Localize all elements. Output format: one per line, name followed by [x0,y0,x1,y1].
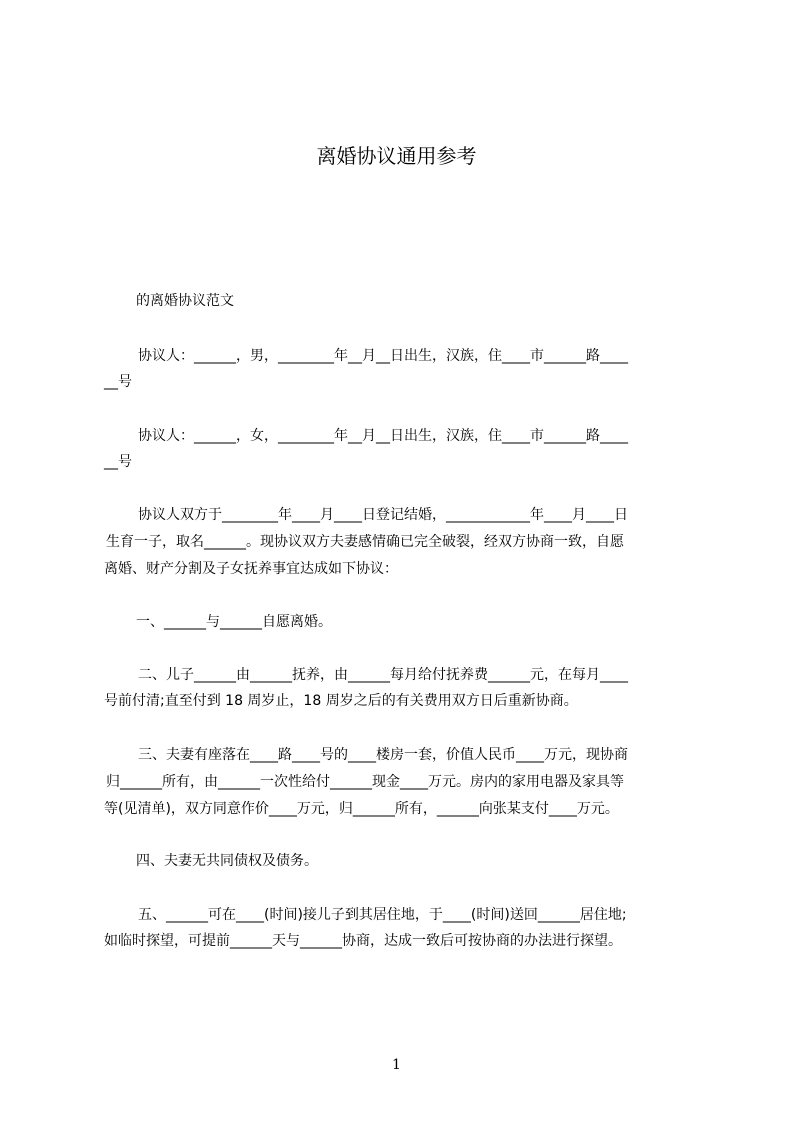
party-1-line-2: __号 [104,374,132,390]
clause-1: 一、______与______自愿离婚。 [136,614,332,630]
clause-3-line-2: 归______所有，由______一次性给付______现金____万元。房内的家用电器及家具等 [106,774,624,790]
document-title: 离婚协议通用参考 [316,144,477,168]
clause-5-line-1: 五、______可在____(时间)接儿子到其居住地，于____(时间)送回______居住地; [138,907,627,923]
marriage-line-1: 协议人双方于________年____月____日登记结婚，____________年____月____日 [138,507,628,523]
marriage-line-2: 生育一子，取名______。现协议双方夫妻感情确已完全破裂，经双方协商一致，自愿 [106,534,624,550]
party-2-line-2: __号 [104,454,132,470]
clause-5-line-2: 如临时探望，可提前______天与______协商，达成一致后可按协商的办法进行探望。 [104,933,622,949]
clause-4: 四、夫妻无共同债权及债务。 [136,853,318,869]
clause-3-line-1: 三、夫妻有座落在____路____号的____楼房一套，价值人民币____万元，现协商 [138,747,628,763]
clause-3-line-3: 等(见清单)，双方同意作价____万元，归______所有，______向张某支付____万元。 [104,801,619,817]
clause-2-line-2: 号前付清;直至付到 18 周岁止，18 周岁之后的有关费用双方日后重新协商。 [104,693,578,709]
page-number: 1 [392,1057,401,1073]
clause-2-line-1: 二、儿子______由______抚养，由______每月给付抚养费______元，在每月____ [138,667,628,683]
party-1-line-1: 协议人：______，男，________年__月__日出生，汉族，住____市______路____ [138,348,628,364]
marriage-line-3: 离婚、财产分割及子女抚养事宜达成如下协议： [104,561,398,577]
intro-line: 的离婚协议范文 [136,293,234,309]
party-2-line-1: 协议人：______，女，________年__月__日出生，汉族，住____市______路____ [138,428,628,444]
